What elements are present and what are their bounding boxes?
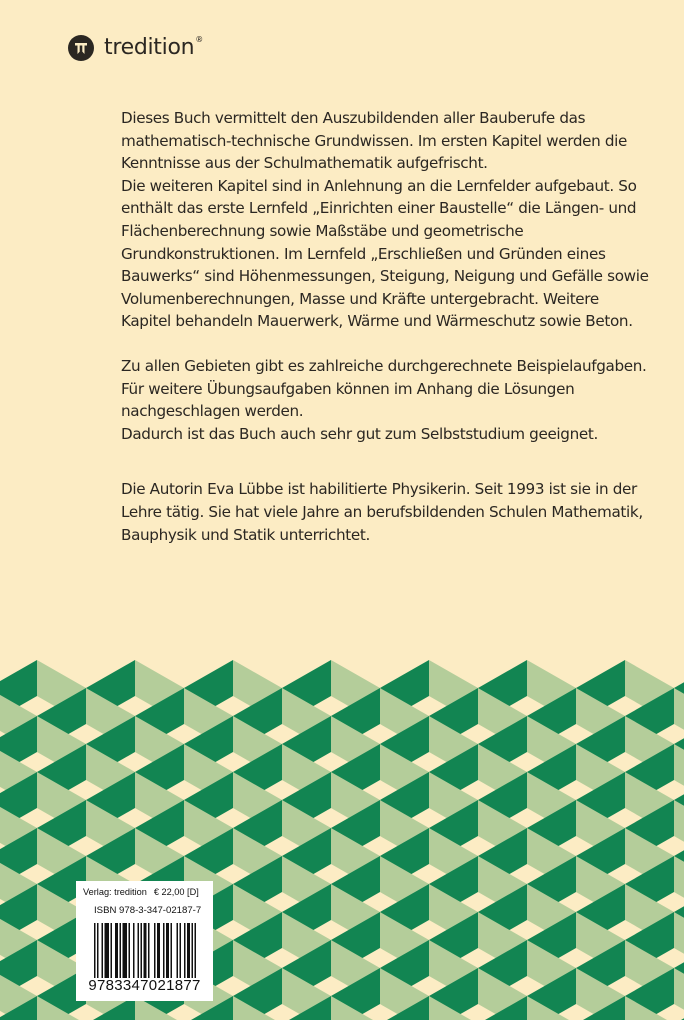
- publisher-price-line: [83, 887, 199, 897]
- price-label: € 22,00 [D]: [153, 887, 199, 897]
- isbn-label: ISBN 978-3-347-02187-7: [94, 905, 202, 916]
- blurb-paragraph-examples: Zu allen Gebieten gibt es zahlreiche durchgerechnete Beispielaufgaben.: [121, 356, 647, 375]
- registered-mark: ®: [195, 34, 204, 44]
- publisher-logo: [68, 35, 212, 61]
- tredition-t-icon: [68, 35, 94, 61]
- publisher-label: Verlag: tredition: [83, 887, 147, 897]
- blurb-paragraph-self-study: Dadurch ist das Buch auch sehr gut zum Selbststudium geeignet.: [121, 424, 598, 443]
- ean-digits: 9783347021877: [88, 977, 201, 994]
- blurb-paragraph-exercises: Für weitere Übungsaufgaben können im Anhang die Lösungen nachgeschlagen werden.: [121, 379, 575, 421]
- blurb-paragraph-intro: Dieses Buch vermittelt den Auszubildenden aller Bauberufe das mathematisch-technische Grundwissen. Im ersten Kapitel werden die Kenntnisse aus der Schulmathematik aufgefrischt.: [121, 109, 628, 173]
- back-cover-blurb: [121, 107, 651, 546]
- isbn-barcode-box: [76, 881, 213, 1001]
- barcode-icon: [94, 923, 196, 978]
- blurb-paragraph-chapters: Die weiteren Kapitel sind in Anlehnung an die Lernfelder aufgebaut. So enthält das erste Lernfeld „Einrichten einer Baustelle“ die Längen- und Flächenberechnung sowie Maßstäbe und geometrische Grundkonstruktionen. Im Lernfeld „Erschließen und Gründen eines Bauwerks“ sind Höhenmessungen, Steigung, Neigung und Gefälle sowie Volumenberechnungen, Masse und Kräfte untergebracht. Weitere Kapitel behandeln Mauerwerk, Wärme und Wärmeschutz sowie Beton.: [121, 176, 649, 331]
- author-bio: Die Autorin Eva Lübbe ist habilitierte Physikerin. Seit 1993 ist sie in der Lehre tätig. Sie hat viele Jahre an berufsbildenden Schulen Mathematik, Bauphysik und Statik unterrichtet.: [121, 480, 643, 544]
- publisher-name: tredition: [104, 34, 195, 60]
